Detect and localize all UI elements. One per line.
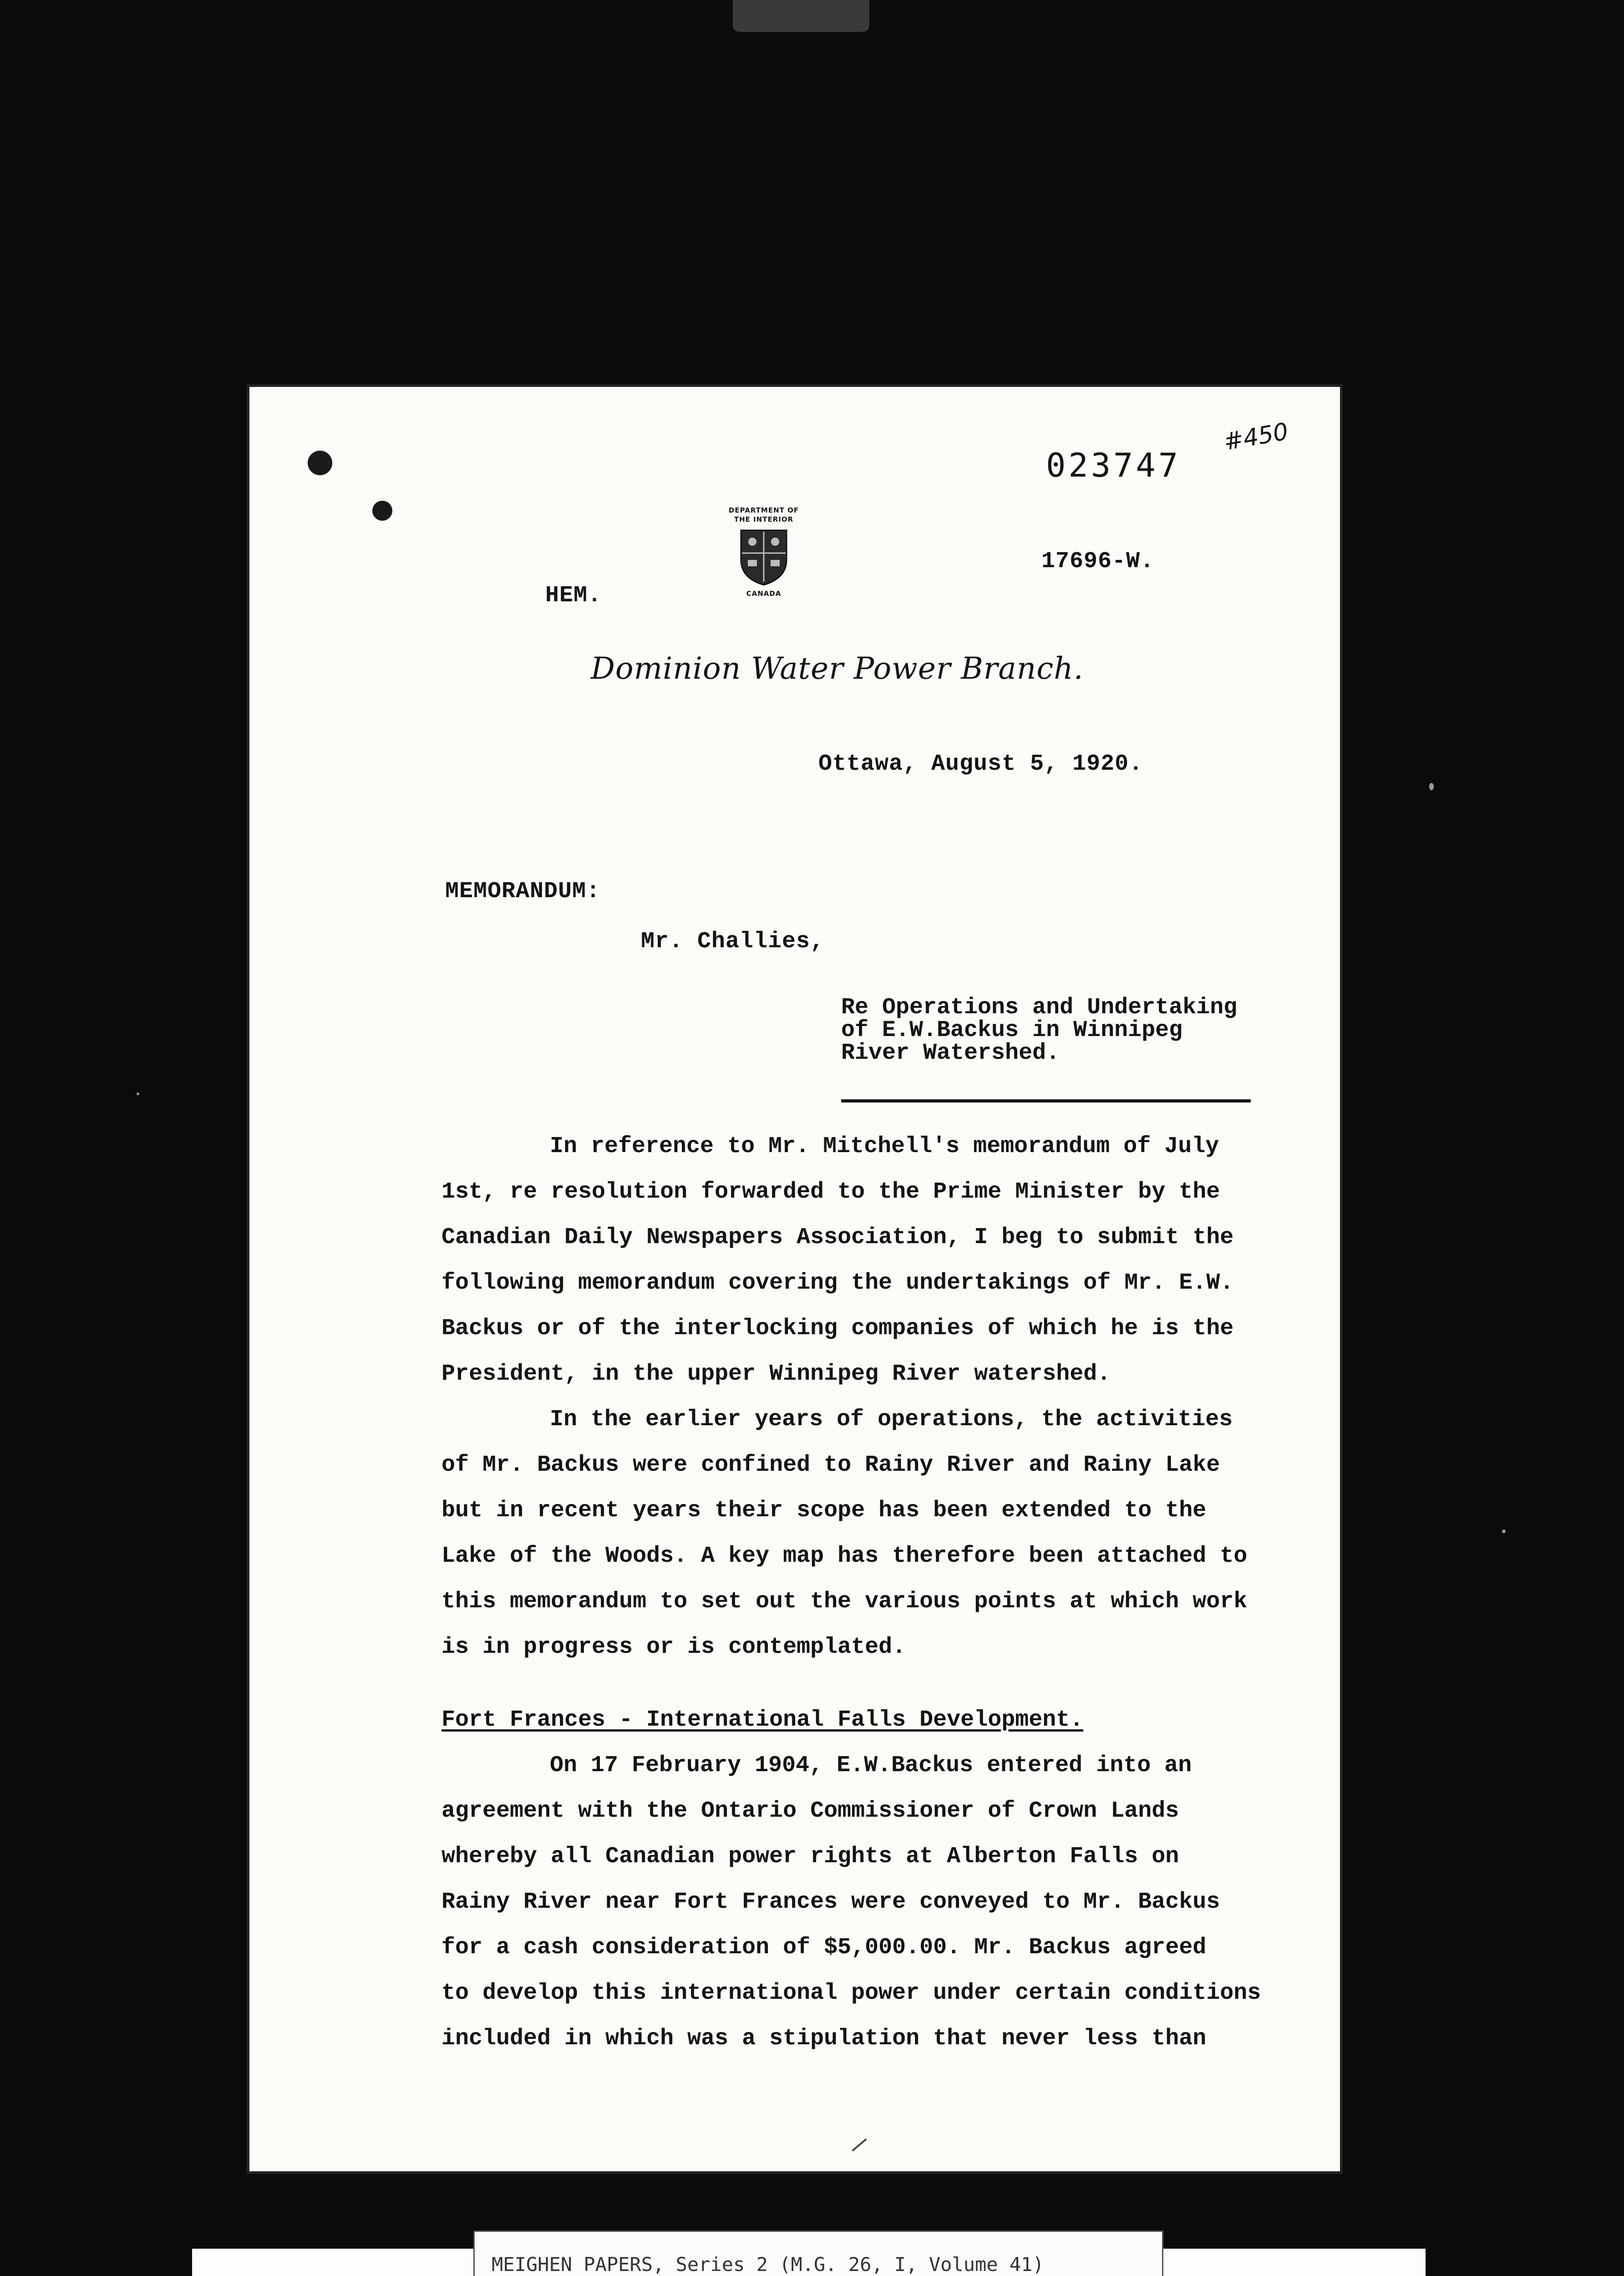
film-speck <box>1502 1529 1506 1533</box>
paragraph-line: but in recent years their scope has been extended to the <box>442 1498 1207 1524</box>
paragraph-line: to develop this international power under certain conditions <box>442 1980 1261 2006</box>
letterhead: Dominion Water Power Branch. <box>591 651 1084 686</box>
paragraph-line: Rainy River near Fort Frances were conveyed to Mr. Backus <box>442 1889 1220 1915</box>
section-heading: Fort Frances - International Falls Development. <box>442 1707 1084 1733</box>
memorandum-label: MEMORANDUM: <box>445 879 601 904</box>
paragraph-line: 1st, re resolution forwarded to the Prime Minister by the <box>442 1179 1220 1205</box>
paragraph-line: of Mr. Backus were confined to Rainy River and Rainy Lake <box>442 1452 1220 1478</box>
subject-rule <box>841 1099 1251 1102</box>
film-speck <box>137 1092 139 1095</box>
memo-page <box>249 387 1340 2171</box>
pen-mark <box>852 2139 867 2152</box>
paragraph-line: included in which was a stipulation that never less than <box>442 2026 1207 2052</box>
subject-line: Re Operations and Undertaking <box>841 995 1238 1021</box>
collection-reference: MEIGHEN PAPERS, Series 2 (M.G. 26, I, Volume 41) <box>492 2253 1044 2276</box>
subject-line: of E.W.Backus in Winnipeg <box>841 1017 1183 1043</box>
file-number: 17696-W. <box>1041 549 1155 574</box>
film-speck <box>1429 783 1434 790</box>
paragraph-line: following memorandum covering the undertakings of Mr. E.W. <box>442 1270 1234 1296</box>
subject-line: River Watershed. <box>841 1040 1060 1066</box>
date-line: Ottawa, August 5, 1920. <box>818 751 1143 777</box>
paragraph-line: In the earlier years of operations, the activities <box>550 1407 1233 1433</box>
punch-hole <box>308 451 332 475</box>
paragraph-line: is in progress or is contemplated. <box>442 1634 906 1660</box>
paragraph-line: In reference to Mr. Mitchell's memorandum of July <box>550 1133 1219 1159</box>
punch-hole <box>372 501 392 521</box>
paragraph-line: President, in the upper Winnipeg River watershed. <box>442 1361 1111 1387</box>
document-number: 023747 <box>1046 446 1181 484</box>
paragraph-line: this memorandum to set out the various points at which work <box>442 1589 1248 1615</box>
paragraph-line: Backus or of the interlocking companies of which he is the <box>442 1316 1234 1341</box>
addressee: Mr. Challies, <box>641 929 825 955</box>
emblem-bottom-text: CANADA <box>746 589 782 598</box>
emblem-top-text-2: THE INTERIOR <box>734 515 794 523</box>
paragraph-line: Lake of the Woods. A key map has therefore been attached to <box>442 1543 1248 1569</box>
emblem-top-text: DEPARTMENT OF <box>728 506 799 514</box>
paragraph-line: On 17 February 1904, E.W.Backus entered into an <box>550 1753 1192 1778</box>
paragraph-line: whereby all Canadian power rights at Alberton Falls on <box>442 1844 1179 1870</box>
initials: HEM. <box>545 583 602 609</box>
clip-holder <box>733 0 869 32</box>
coat-of-arms-icon <box>736 528 791 587</box>
paragraph-line: for a cash consideration of $5,000.00. Mr. Backus agreed <box>442 1935 1207 1961</box>
paragraph-line: Canadian Daily Newspapers Association, I beg to submit the <box>442 1224 1234 1250</box>
handwritten-reference: #450 <box>1221 418 1290 456</box>
paragraph-line: agreement with the Ontario Commissioner of Crown Lands <box>442 1798 1179 1824</box>
